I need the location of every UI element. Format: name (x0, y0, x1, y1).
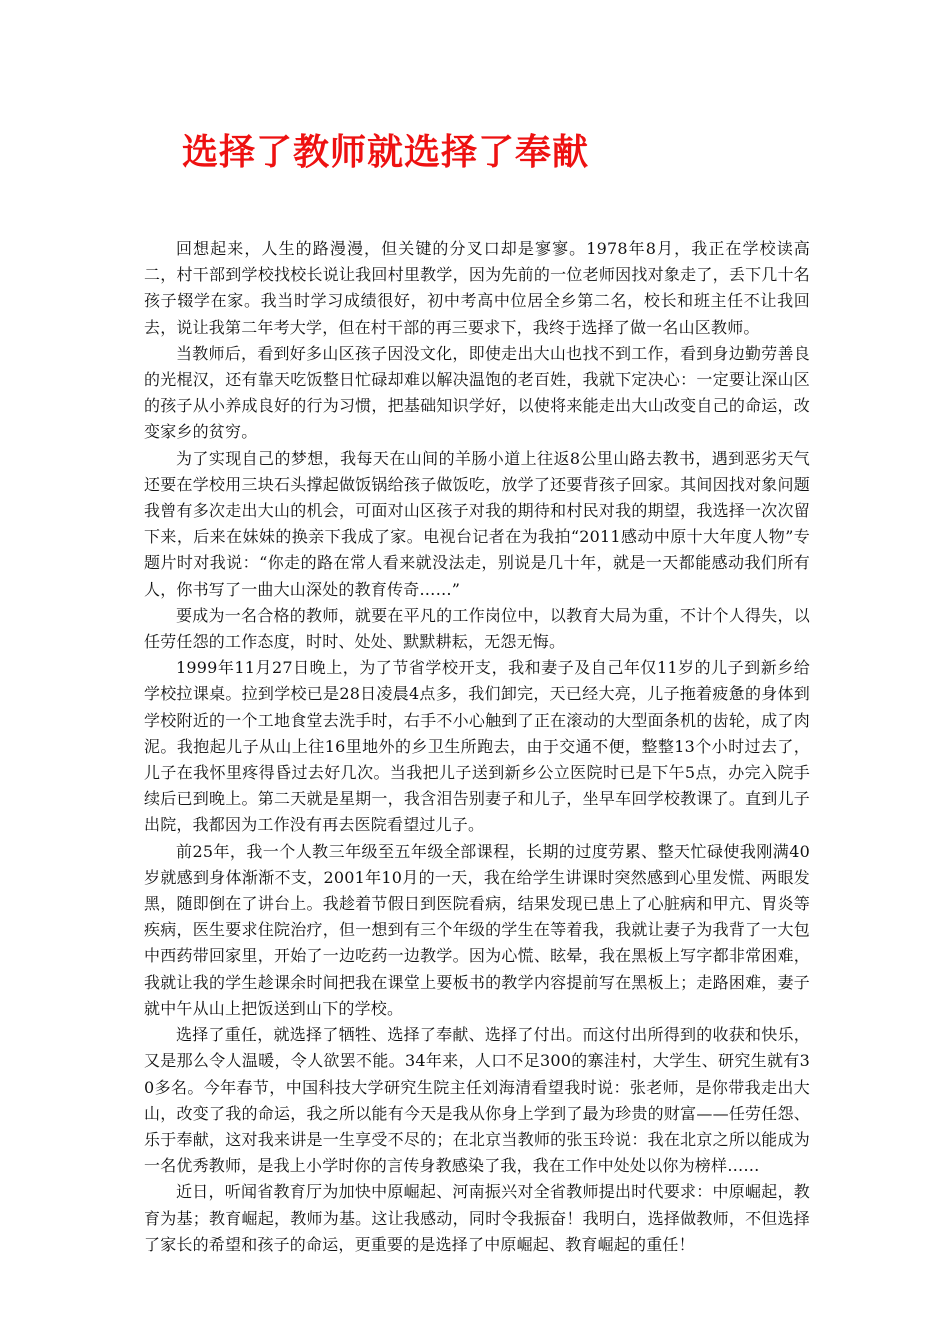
paragraph: 回想起来，人生的路漫漫，但关键的分叉口却是寥寥。1978年8月，我正在学校读高二，村干部到学校找校长说让我回村里教学，因为先前的一位老师因找对象走了，丢下几十名孩子辍学在家。我当时学习成绩很好，初中考高中位居全乡第二名，校长和班主任不让我回去，说让我第二年考大学，但在村干部的再三要求下，我终于选择了做一名山区教师。 (144, 239, 810, 337)
paragraph: 要成为一名合格的教师，就要在平凡的工作岗位中，以教育大局为重，不计个人得失，以任劳任怨的工作态度，时时、处处、默默耕耘，无怨无悔。 (144, 605, 810, 652)
paragraph: 1999年11月27日晚上，为了节省学校开支，我和妻子及自己年仅11岁的儿子到新乡给学校拉课桌。拉到学校已是28日凌晨4点多，我们卸完，天已经大亮，儿子拖着疲惫的身体到学校附近的一个工地食堂去洗手时，右手不小心触到了正在滚动的大型面条机的齿轮，成了肉泥。我抱起儿子从山上往16里地外的乡卫生所跑去，由于交通不便，整整13个小时过去了，儿子在我怀里疼得昏过去好几次。当我把儿子送到新乡公立医院时已是下午5点，办完入院手续后已到晚上。第二天就是星期一，我含泪告别妻子和儿子，坐早车回学校教课了。直到儿子出院，我都因为工作没有再去医院看望过儿子。 (144, 658, 810, 835)
paragraph: 近日，听闻省教育厅为加快中原崛起、河南振兴对全省教师提出时代要求：中原崛起，教育为基；教育崛起，教师为基。这让我感动，同时令我振奋！我明白，选择做教师，不但选择了家长的希望和孩子的命运，更重要的是选择了中原崛起、教育崛起的重任！ (144, 1182, 810, 1254)
paragraph: 选择了重任，就选择了牺牲、选择了奉献、选择了付出。而这付出所得到的收获和快乐，又是那么令人温暖，令人欲罢不能。34年来，人口不足300的寨洼村，大学生、研究生就有30多名。今年春节，中国科技大学研究生院主任刘海清看望我时说：张老师，是你带我走出大山，改变了我的命运，我之所以能有今天是我从你身上学到了最为珍贵的财富——任劳任怨、乐于奉献，这对我来讲是一生享受不尽的；在北京当教师的张玉玲说：我在北京之所以能成为一名优秀教师，是我上小学时你的言传身教感染了我，我在工作中处处以你为榜样…… (144, 1025, 810, 1176)
paragraph: 为了实现自己的梦想，我每天在山间的羊肠小道上往返8公里山路去教书，遇到恶劣天气还要在学校用三块石头撑起做饭锅给孩子做饭吃，放学了还要背孩子回家。其间因找对象问题我曾有多次走出大山的机会，可面对山区孩子对我的期待和村民对我的期望，我选择一次次留下来，后来在妹妹的换亲下我成了家。电视台记者在为我拍“2011感动中原十大年度人物”专题片时对我说：“你走的路在常人看来就没法走，别说是几十年，就是一天都能感动我们所有人，你书写了一曲大山深处的教育传奇……” (144, 448, 810, 599)
paragraph: 当教师后，看到好多山区孩子因没文化，即使走出大山也找不到工作，看到身边勤劳善良的光棍汉，还有靠天吃饭整日忙碌却难以解决温饱的老百姓，我就下定决心：一定要让深山区的孩子从小养成良好的行为习惯，把基础知识学好，以使将来能走出大山改变自己的命运，改变家乡的贫穷。 (144, 343, 810, 442)
paragraph: 前25年，我一个人教三年级至五年级全部课程，长期的过度劳累、整天忙碌使我刚满40岁就感到身体渐渐不支，2001年10月的一天，我在给学生讲课时突然感到心里发慌、两眼发黑，随即倒在了讲台上。我趁着节假日到医院看病，结果发现已患上了心脏病和甲亢、胃炎等疾病，医生要求住院治疗，但一想到有三个年级的学生在等着我，我就让妻子为我背了一大包中西药带回家里，开始了一边吃药一边教学。因为心慌、眩晕，我在黑板上写字都非常困难，我就让我的学生趁课余时间把我在课堂上要板书的教学内容提前写在黑板上；走路困难，妻子就中午从山上把饭送到山下的学校。 (144, 841, 810, 1018)
document-title: 选择了教师就选择了奉献 (182, 132, 590, 173)
document-body (144, 236, 810, 1258)
